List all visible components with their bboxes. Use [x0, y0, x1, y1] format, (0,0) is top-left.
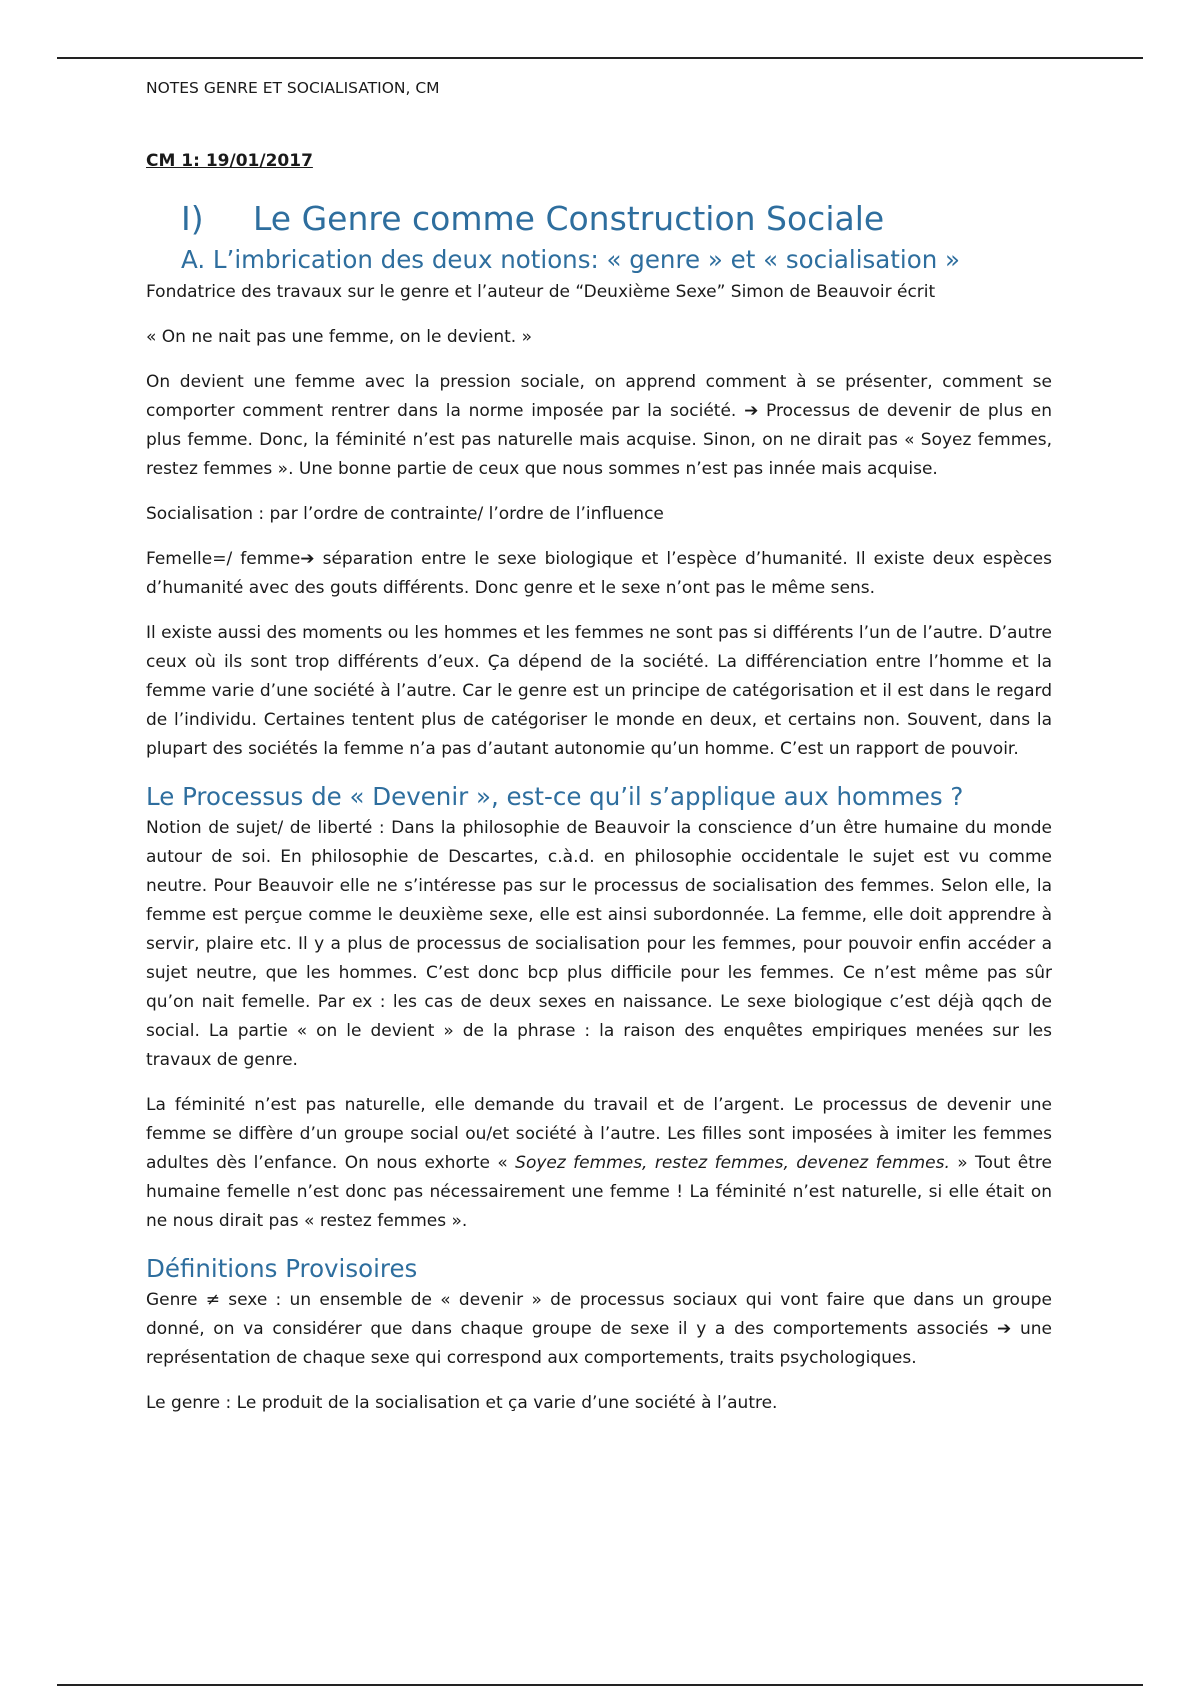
- section-heading: [181, 196, 1052, 242]
- paragraph: Fondatrice des travaux sur le genre et l’auteur de “Deuxième Sexe” Simon de Beauvoir écrit: [146, 282, 936, 302]
- heading-process: Le Processus de « Devenir », est-ce qu’il s’applique aux hommes ?: [146, 782, 964, 811]
- paragraph-text: » Tout être humaine femelle n’est donc pas nécessairement une femme ! La féminité n’est naturelle, si elle était on ne nous dirait pas « restez femmes ».: [146, 1153, 1052, 1231]
- document-header: NOTES GENRE ET SOCIALISATION, CM: [146, 79, 440, 97]
- footer-rule: [57, 1684, 1143, 1686]
- paragraph: On devient une femme avec la pression sociale, on apprend comment à se présenter, comment se comporter comment rentrer dans la norme imposée par la société. ➔ Processus de devenir de plus en plus femme. Donc, la féminité n’est pas naturelle mais acquise. Sinon, on ne dirait pas « Soyez femmes, restez femmes ». Une bonne partie de ceux que nous sommes n’est pas innée mais acquise.: [146, 372, 1052, 479]
- quote-paragraph: « On ne nait pas une femme, on le devient. »: [146, 327, 533, 347]
- heading-definitions: Définitions Provisoires: [146, 1254, 418, 1283]
- paragraph-text: La féminité n’est pas naturelle, elle demande du travail et de l’argent. Le processus de devenir une femme se diffère d’un groupe social ou/et société à l’autre. Les filles sont imposées à imiter les femmes adultes dès l’enfance. On nous exhorte «: [146, 1095, 1052, 1173]
- subsection-heading-a: A. L’imbrication des deux notions: « genre » et « socialisation »: [181, 245, 961, 274]
- italic-quote: Soyez femmes, restez femmes, devenez femmes.: [515, 1153, 950, 1173]
- paragraph: Genre ≠ sexe : un ensemble de « devenir » de processus sociaux qui vont faire que dans un groupe donné, on va considérer que dans chaque groupe de sexe il y a des comportements associés ➔ une représentation de chaque sexe qui correspond aux comportements, traits psychologiques.: [146, 1290, 1052, 1368]
- date-heading: CM 1: 19/01/2017: [146, 151, 313, 171]
- document-body: [146, 74, 1052, 1434]
- header-rule: [57, 57, 1143, 59]
- section-title: Le Genre comme Construction Sociale: [253, 199, 885, 238]
- paragraph: Femelle=/ femme➔ séparation entre le sexe biologique et l’espèce d’humanité. Il existe deux espèces d’humanité avec des gouts différents. Donc genre et le sexe n’ont pas le même sens.: [146, 549, 1052, 598]
- paragraph: [146, 1091, 1052, 1236]
- paragraph: Notion de sujet/ de liberté : Dans la philosophie de Beauvoir la conscience d’un être humaine du monde autour de soi. En philosophie de Descartes, c.à.d. en philosophie occidentale le sujet est vu comme neutre. Pour Beauvoir elle ne s’intéresse pas sur le processus de socialisation des femmes. Selon elle, la femme est perçue comme le deuxième sexe, elle est ainsi subordonnée. La femme, elle doit apprendre à servir, plaire etc. Il y a plus de processus de socialisation pour les femmes, pour pouvoir enfin accéder a sujet neutre, que les hommes. C’est donc bcp plus difficile pour les femmes. Ce n’est même pas sûr qu’on nait femelle. Par ex : les cas de deux sexes en naissance. Le sexe biologique c’est déjà qqch de social. La partie « on le devient » de la phrase : la raison des enquêtes empiriques menées sur les travaux de genre.: [146, 818, 1052, 1070]
- paragraph: Socialisation : par l’ordre de contrainte/ l’ordre de l’influence: [146, 504, 664, 524]
- section-number: I): [181, 199, 204, 238]
- paragraph: Le genre : Le produit de la socialisation et ça varie d’une société à l’autre.: [146, 1393, 778, 1413]
- paragraph: Il existe aussi des moments ou les hommes et les femmes ne sont pas si différents l’un de l’autre. D’autre ceux où ils sont trop différents d’eux. Ça dépend de la société. La différenciation entre l’homme et la femme varie d’une société à l’autre. Car le genre est un principe de catégorisation et il est dans le regard de l’individu. Certaines tentent plus de catégoriser le monde en deux, et certains non. Souvent, dans la plupart des sociétés la femme n’a pas d’autant autonomie qu’un homme. C’est un rapport de pouvoir.: [146, 623, 1052, 759]
